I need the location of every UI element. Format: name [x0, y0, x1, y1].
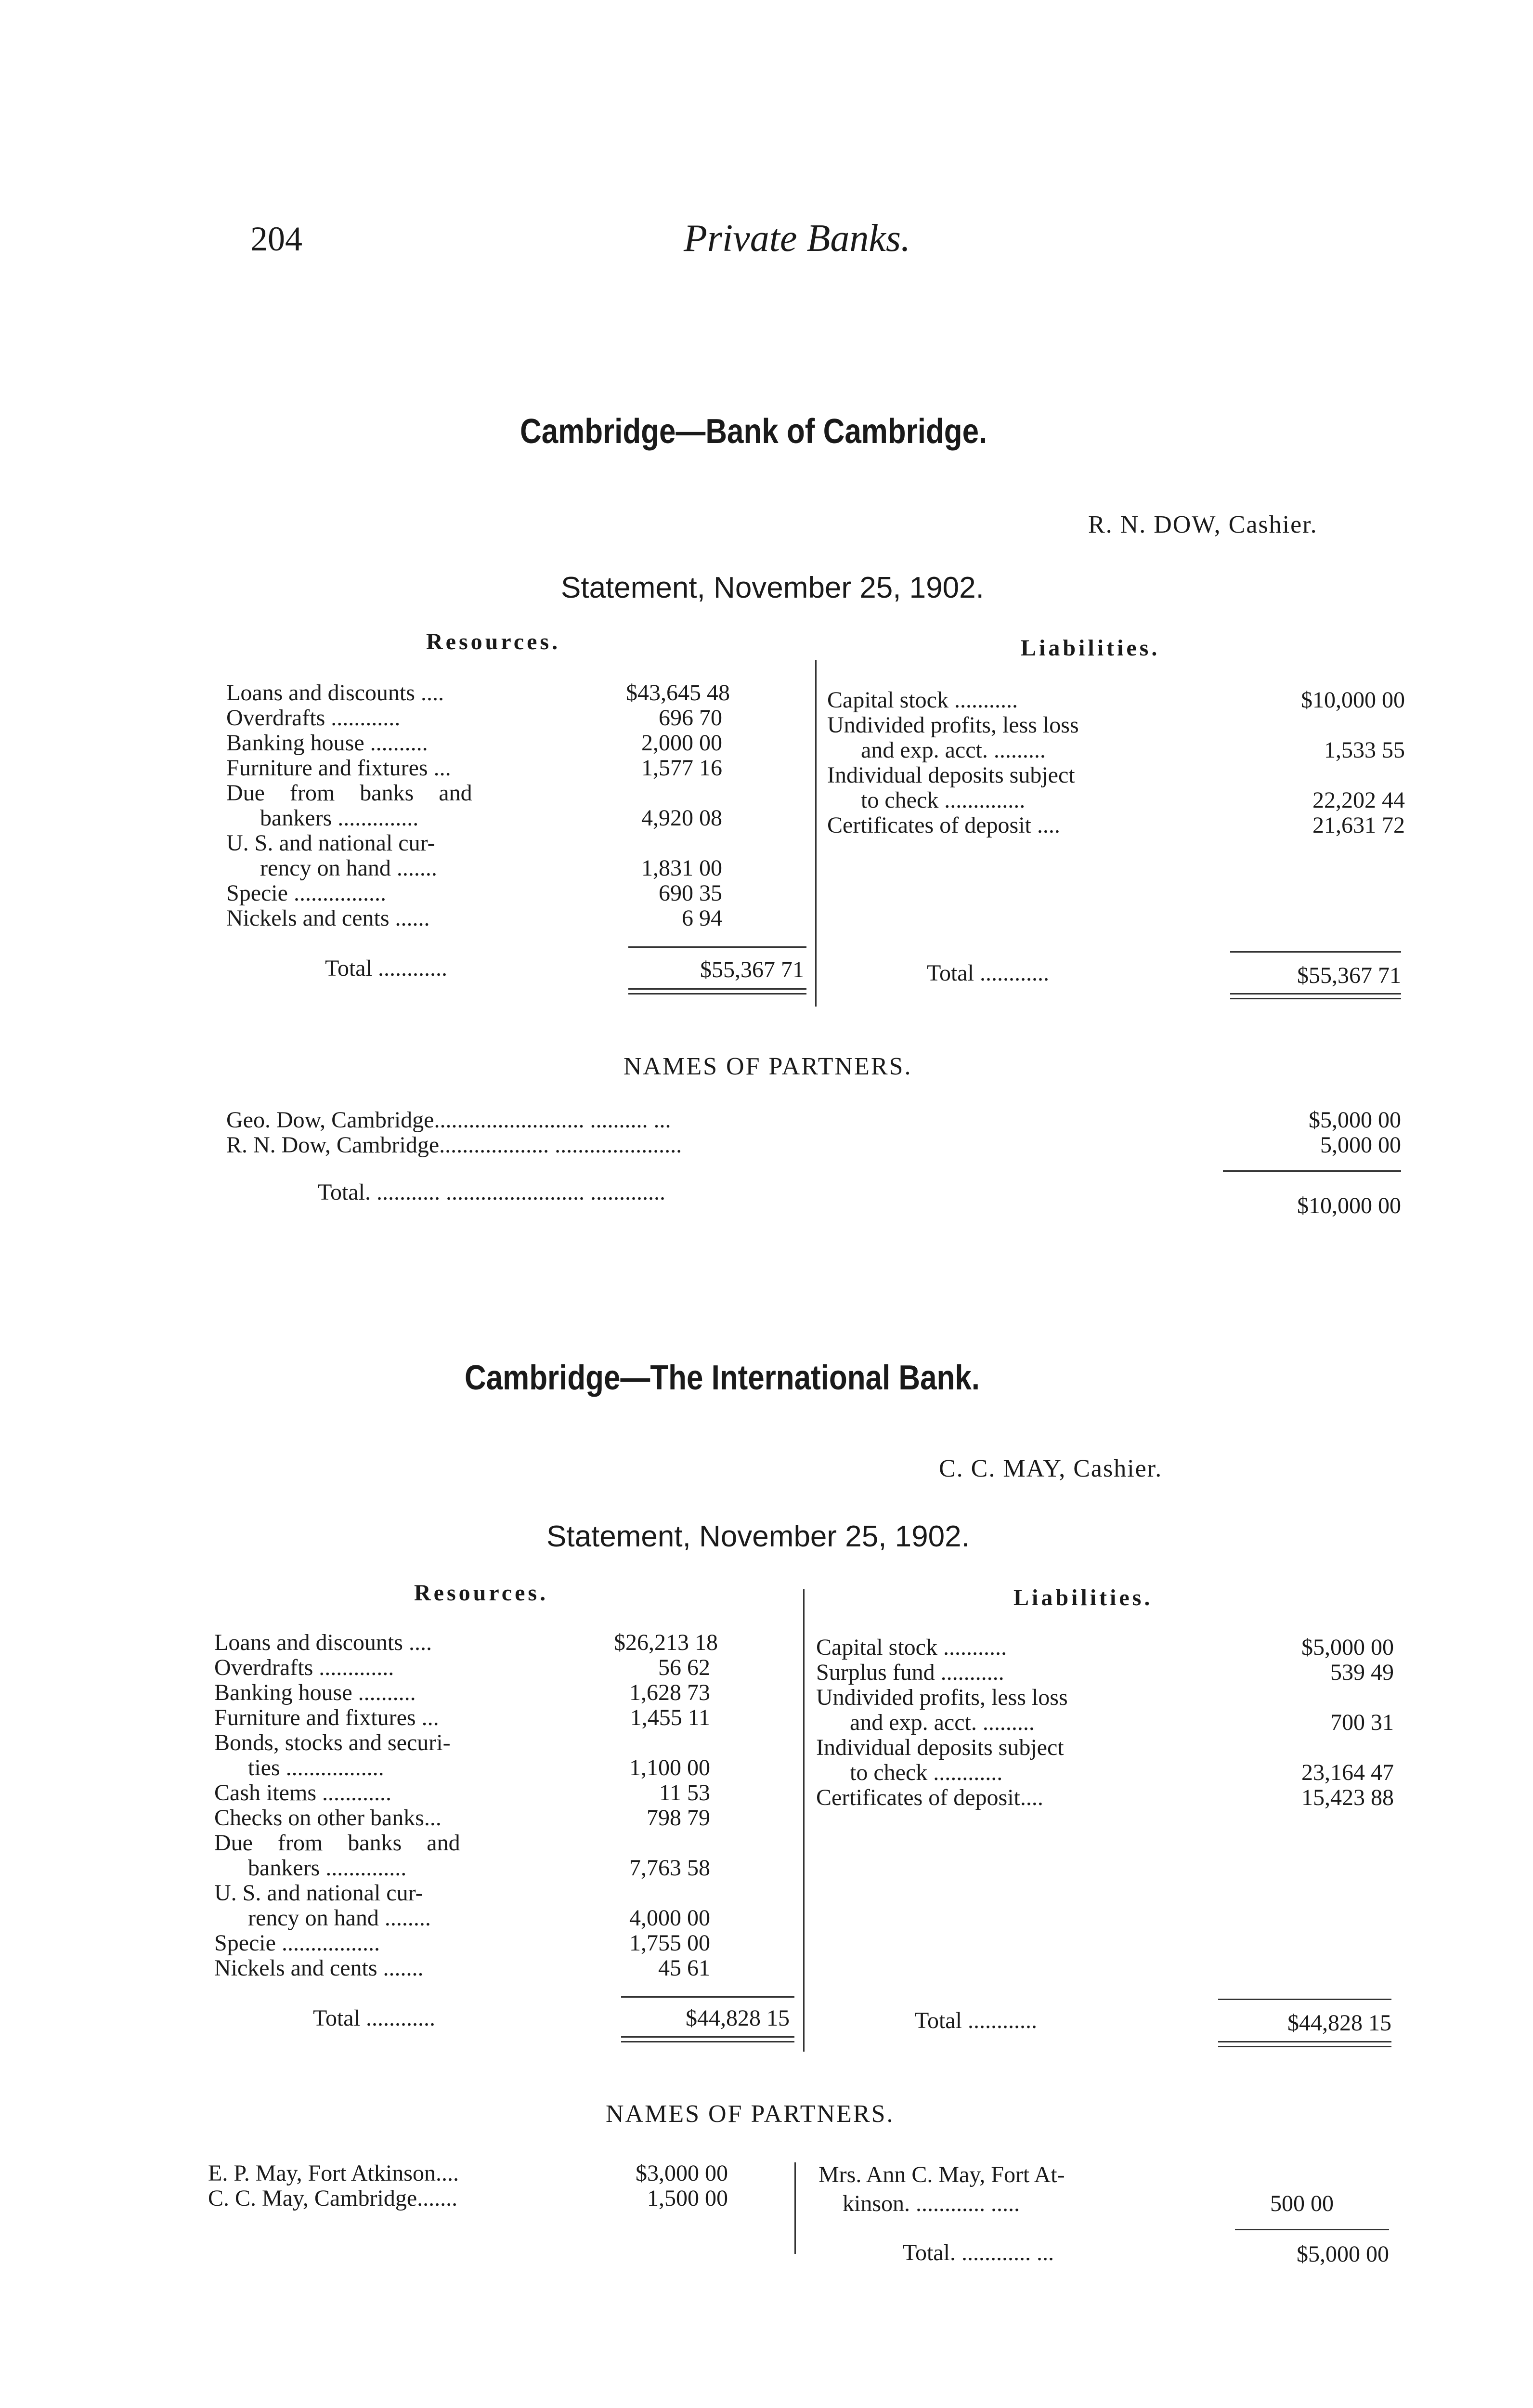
row-label: Checks on other banks...: [214, 1805, 442, 1831]
row-label: Bonds, stocks and securi-: [214, 1730, 451, 1755]
bank2-resources-heading: Resources.: [414, 1580, 549, 1606]
table-row: [214, 1881, 792, 1906]
row-label: Banking house ..........: [226, 730, 428, 756]
partner-name: kinson. ............ .....: [843, 2191, 1020, 2216]
partner-amount: $5,000 00: [1309, 1107, 1401, 1133]
table-row: [816, 1735, 1413, 1760]
row-amount: 2,000 00: [641, 730, 722, 756]
list-item: [208, 2186, 786, 2211]
bank2-liabilities-total: $44,828 15: [1287, 2010, 1391, 2036]
table-row: [816, 1785, 1413, 1810]
partner-amount: 5,000 00: [1320, 1132, 1401, 1158]
bank1-resources-total-rule: [628, 946, 806, 948]
row-amount: [614, 1730, 710, 1755]
row-label: Nickels and cents .......: [214, 1955, 424, 1981]
row-label: Surplus fund ...........: [816, 1660, 1004, 1685]
row-label: Banking house ..........: [214, 1680, 416, 1705]
bank1-liabilities-table: [827, 688, 1424, 838]
row-label: bankers ..............: [260, 805, 419, 831]
row-label: Due from banks and: [214, 1830, 460, 1856]
partner-name: Mrs. Ann C. May, Fort At-: [818, 2162, 1065, 2187]
bank1-resources-total: $55,367 71: [700, 957, 804, 982]
table-row: [226, 881, 804, 906]
table-row: [214, 1956, 792, 1981]
table-row: [226, 731, 804, 756]
bank1-liabilities-total-rule: [1230, 951, 1401, 953]
table-row: [214, 1856, 792, 1881]
bank1-resources-table: [226, 681, 804, 931]
row-amount: 700 31: [1330, 1710, 1394, 1735]
row-label: and exp. acct. .........: [861, 737, 1046, 763]
row-amount: $10,000 00: [1301, 687, 1405, 713]
bank2-resources-total-double-rule-2: [621, 2041, 794, 2042]
bank1-resources-total-label: Total ............: [325, 955, 447, 981]
table-row: [214, 1655, 792, 1680]
page-number: 204: [250, 220, 302, 258]
bank2-partners-total-label: Total. ............ ...: [903, 2240, 1054, 2265]
table-row: [226, 781, 804, 806]
row-label: Loans and discounts ....: [214, 1630, 432, 1655]
row-label: Overdrafts ............: [226, 705, 401, 731]
table-row: [226, 681, 804, 706]
row-label: Due from banks and: [226, 780, 472, 806]
partner-name: E. P. May, Fort Atkinson....: [208, 2160, 459, 2186]
row-amount: 690 35: [659, 880, 722, 906]
partner-amount: 500 00: [1270, 2191, 1334, 2216]
table-row: [816, 1635, 1413, 1660]
table-row: [214, 1831, 792, 1856]
table-row: [816, 1710, 1413, 1735]
list-item: [818, 2162, 1391, 2187]
bank2-liabilities-heading: Liabilities.: [1013, 1585, 1153, 1610]
row-label: U. S. and national cur-: [214, 1880, 423, 1906]
row-amount: 7,763 58: [629, 1855, 710, 1881]
bank1-statement: Statement, November 25, 1902.: [561, 571, 984, 604]
row-amount: 1,100 00: [629, 1755, 710, 1780]
row-label: ties .................: [248, 1755, 384, 1780]
table-row: [214, 1906, 792, 1931]
table-row: [226, 756, 804, 781]
table-row: [816, 1660, 1413, 1685]
row-amount: 1,628 73: [629, 1680, 710, 1705]
table-row: [827, 688, 1424, 713]
partner-name: Geo. Dow, Cambridge.......................... .......... ...: [226, 1108, 671, 1133]
row-label: rency on hand ........: [248, 1905, 431, 1931]
bank2-liabilities-total-double-rule: [1218, 2041, 1391, 2042]
table-row: [214, 1931, 792, 1956]
row-label: Undivided profits, less loss: [827, 712, 1079, 738]
bank2-partners-total-rule: [1235, 2229, 1389, 2230]
bank1-cashier: R. N. DOW, Cashier.: [1088, 511, 1318, 538]
table-row: [816, 1760, 1413, 1785]
bank2-partners-left: [208, 2161, 786, 2211]
row-amount: 798 79: [647, 1805, 710, 1831]
row-label: to check ............: [850, 1760, 1003, 1785]
bank2-partners-total: $5,000 00: [1297, 2241, 1389, 2267]
row-amount: 539 49: [1330, 1660, 1394, 1685]
bank1-title: Cambridge—Bank of Cambridge.: [520, 412, 987, 451]
row-amount: [626, 781, 722, 806]
bank1-partners-total-rule: [1223, 1170, 1401, 1172]
row-amount: $43,645 48: [626, 680, 730, 706]
row-label: Furniture and fixtures ...: [226, 755, 451, 781]
bank1-partners-total: $10,000 00: [1297, 1193, 1401, 1218]
bank2-cashier: C. C. MAY, Cashier.: [939, 1455, 1163, 1482]
row-label: U. S. and national cur-: [226, 830, 435, 856]
row-label: Individual deposits subject: [816, 1735, 1064, 1760]
row-amount: 56 62: [658, 1655, 710, 1680]
row-label: Individual deposits subject: [827, 762, 1075, 788]
row-amount: 4,920 08: [641, 805, 722, 831]
bank2-liabilities-total-double-rule-2: [1218, 2046, 1391, 2047]
bank2-partners-right: [818, 2162, 1391, 2216]
row-label: rency on hand .......: [260, 855, 437, 881]
bank2-partners-divider: [794, 2162, 796, 2254]
bank1-liabilities-total-double-rule-2: [1230, 998, 1401, 999]
table-row: [214, 1806, 792, 1831]
table-row: [214, 1705, 792, 1730]
table-row: [214, 1780, 792, 1806]
row-label: and exp. acct. .........: [850, 1710, 1035, 1735]
row-label: to check ..............: [861, 787, 1026, 813]
row-label: Specie .................: [214, 1930, 380, 1956]
row-amount: $5,000 00: [1301, 1635, 1394, 1660]
row-amount: 1,577 16: [641, 755, 722, 781]
table-row: [226, 856, 804, 881]
partner-amount: 1,500 00: [647, 2186, 728, 2211]
row-amount: [1212, 713, 1405, 738]
table-row: [214, 1680, 792, 1705]
list-item: [208, 2161, 786, 2186]
row-amount: 1,755 00: [629, 1930, 710, 1956]
row-amount: [614, 1831, 710, 1856]
row-label: Undivided profits, less loss: [816, 1685, 1068, 1710]
partner-name: R. N. Dow, Cambridge................... ......................: [226, 1133, 682, 1158]
bank1-liabilities-total-label: Total ............: [927, 960, 1049, 986]
bank2-resources-total-rule: [621, 1996, 794, 1998]
table-row: [827, 813, 1424, 838]
table-row: [226, 831, 804, 856]
running-head: Private Banks.: [684, 217, 910, 260]
table-row: [214, 1730, 792, 1755]
bank2-liabilities-table: [816, 1635, 1413, 1810]
table-row: [827, 763, 1424, 788]
bank1-liabilities-total: $55,367 71: [1297, 963, 1401, 988]
row-label: Specie ................: [226, 880, 386, 906]
bank1-liabilities-heading: Liabilities.: [1021, 635, 1160, 661]
row-amount: 11 53: [659, 1780, 710, 1806]
row-label: Nickels and cents ......: [226, 905, 430, 931]
row-label: Loans and discounts ....: [226, 680, 444, 706]
bank2-resources-total-label: Total ............: [313, 2005, 435, 2031]
row-amount: 1,533 55: [1324, 737, 1405, 763]
bank1-resources-heading: Resources.: [426, 629, 561, 654]
bank2-resources-total-double-rule: [621, 2036, 794, 2038]
bank1-column-divider: [815, 660, 817, 1007]
bank1-partners-table: [226, 1108, 1401, 1158]
row-label: Capital stock ...........: [827, 687, 1018, 713]
bank1-liabilities-total-double-rule: [1230, 993, 1401, 995]
bank1-partners-total-label: Total. ........... ........................ .............: [318, 1179, 665, 1205]
partner-name: C. C. May, Cambridge.......: [208, 2186, 458, 2211]
table-row: [816, 1685, 1413, 1710]
row-amount: [1201, 1735, 1394, 1760]
bank1-resources-total-double-rule-2: [628, 993, 806, 995]
table-row: [226, 906, 804, 931]
row-label: bankers ..............: [248, 1855, 407, 1881]
row-amount: 4,000 00: [629, 1905, 710, 1931]
row-amount: 21,631 72: [1312, 812, 1405, 838]
bank2-partners-heading: NAMES OF PARTNERS.: [606, 2100, 895, 2128]
row-label: Furniture and fixtures ...: [214, 1705, 439, 1730]
row-amount: 1,831 00: [641, 855, 722, 881]
row-amount: 1,455 11: [630, 1705, 710, 1730]
row-label: Certificates of deposit....: [816, 1785, 1043, 1810]
bank2-resources-table: [214, 1630, 792, 1981]
bank2-liabilities-total-label: Total ............: [915, 2008, 1037, 2033]
table-row: [214, 1755, 792, 1780]
table-row: [214, 1630, 792, 1655]
row-amount: 22,202 44: [1312, 787, 1405, 813]
row-amount: [1201, 1685, 1394, 1710]
bank1-resources-total-double-rule: [628, 988, 806, 990]
row-amount: $26,213 18: [614, 1630, 718, 1655]
bank2-statement: Statement, November 25, 1902.: [546, 1520, 970, 1553]
row-label: Cash items ............: [214, 1780, 391, 1806]
row-amount: 6 94: [682, 905, 722, 931]
list-item: [226, 1108, 1401, 1133]
bank2-title: Cambridge—The International Bank.: [465, 1359, 980, 1397]
row-amount: 23,164 47: [1301, 1760, 1394, 1785]
partner-amount: [1242, 2162, 1387, 2187]
row-label: Capital stock ...........: [816, 1635, 1007, 1660]
row-amount: 696 70: [659, 705, 722, 731]
table-row: [827, 788, 1424, 813]
bank2-column-divider: [803, 1589, 805, 2052]
row-amount: 15,423 88: [1301, 1785, 1394, 1810]
bank2-resources-total: $44,828 15: [686, 2005, 790, 2031]
table-row: [226, 806, 804, 831]
partner-amount: $3,000 00: [636, 2160, 728, 2186]
row-amount: [626, 831, 722, 856]
bank1-partners-heading: NAMES OF PARTNERS.: [624, 1053, 912, 1080]
list-item: [226, 1133, 1401, 1158]
row-amount: 45 61: [658, 1955, 710, 1981]
list-item: [818, 2191, 1391, 2216]
row-amount: [1212, 763, 1405, 788]
bank2-liabilities-total-rule: [1218, 1999, 1391, 2000]
table-row: [827, 713, 1424, 738]
row-label: Overdrafts .............: [214, 1655, 394, 1680]
row-label: Certificates of deposit ....: [827, 812, 1060, 838]
table-row: [827, 738, 1424, 763]
row-amount: [614, 1881, 710, 1906]
table-row: [226, 706, 804, 731]
